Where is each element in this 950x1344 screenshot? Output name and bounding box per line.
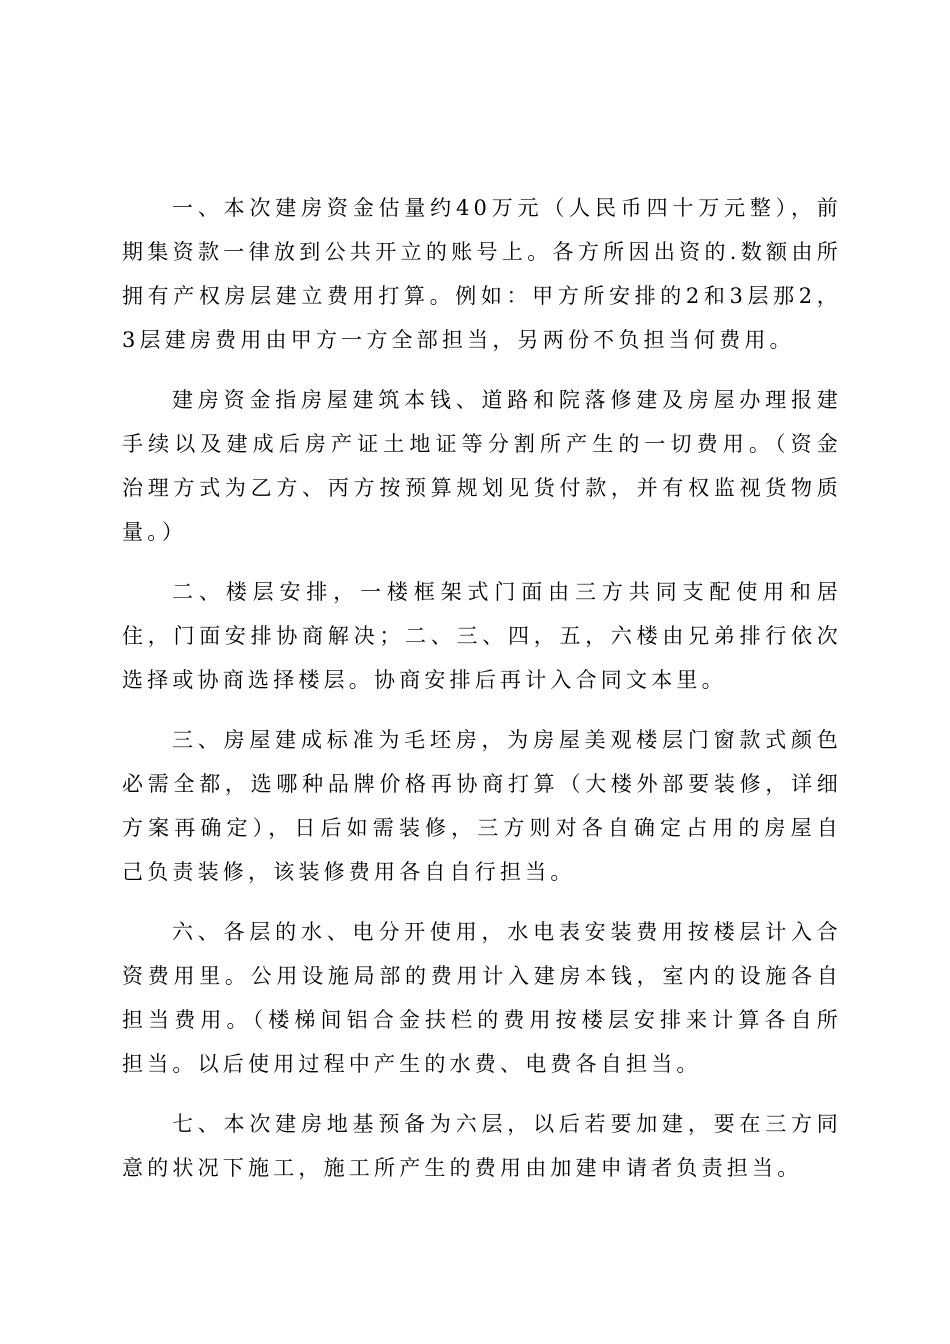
paragraph-construction-standard: 三、房屋建成标准为毛坯房，为房屋美观楼层门窗款式颜色必需全都，选哪种品牌价格再协商打算（大楼外部要装修，详细方案再确定），日后如需装修，三方则对各自确定占用的房屋自己负责装修，该装修费用各自自行担当。 [122,728,842,884]
paragraph-future-expansion: 七、本次建房地基预备为六层，以后若要加建，要在三方同意的状况下施工，施工所产生的费用由加建申请者负责担当。 [122,1112,842,1180]
paragraph-floor-allocation: 二、楼层安排，一楼框架式门面由三方共同支配使用和居住，门面安排协商解决；二、三、四，五，六楼由兄弟排行依次选择或协商选择楼层。协商安排后再计入合同文本里。 [122,580,842,692]
document-body [122,186,842,1206]
paragraph-funding-definition: 建房资金指房屋建筑本钱、道路和院落修建及房屋办理报建手续以及建成后房产证土地证等分割所产生的一切费用。（资金治理方式为乙方、丙方按预算规划见货付款，并有权监视货物质量。） [122,388,842,544]
paragraph-utilities: 六、各层的水、电分开使用，水电表安装费用按楼层计入合资费用里。公用设施局部的费用计入建房本钱，室内的设施各自担当费用。（楼梯间铝合金扶栏的费用按楼层安排来计算各自所担当。以后使用过程中产生的水费、电费各自担当。 [122,920,842,1076]
paragraph-funding: 一、本次建房资金估量约40万元（人民币四十万元整），前期集资款一律放到公共开立的账号上。各方所因出资的.数额由所拥有产权房层建立费用打算。例如：甲方所安排的2和3层那2，3层建房费用由甲方一方全部担当，另两份不负担当何费用。 [122,196,842,352]
